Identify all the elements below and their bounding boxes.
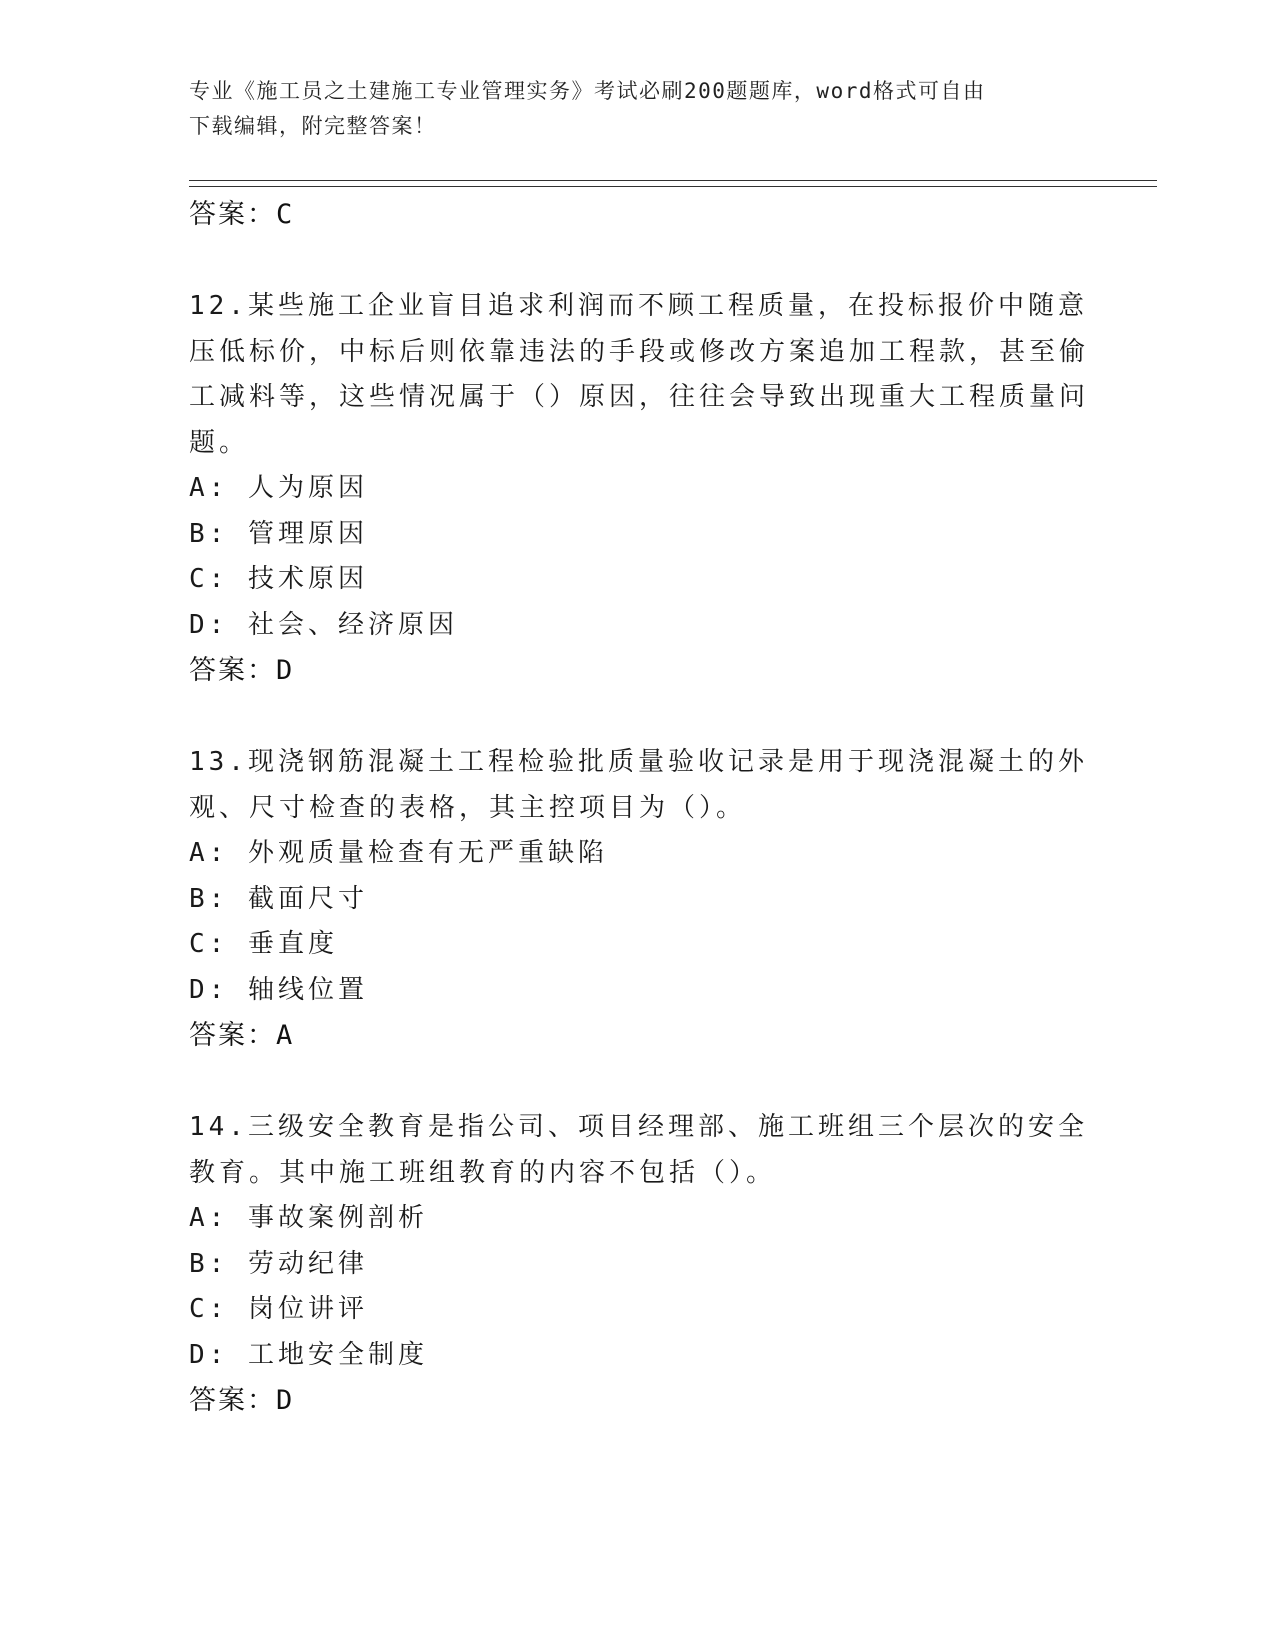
option-label: D: [189, 1339, 229, 1370]
answer-value: A [276, 1020, 295, 1051]
option-label: C: [189, 929, 229, 959]
option-d [189, 603, 1089, 649]
option-text: 劳动纪律 [247, 1248, 368, 1279]
option-a [189, 831, 1089, 877]
option-label: B: [189, 518, 229, 549]
answer [189, 648, 1089, 694]
answer-value: C [276, 199, 295, 230]
answer-prefix: 答案： [189, 199, 276, 230]
option-label: C: [189, 564, 229, 594]
header-divider-top [189, 180, 1157, 181]
question-14 [189, 1105, 1089, 1424]
answer-value: D [276, 1385, 295, 1416]
option-label: B: [189, 1248, 229, 1279]
option-c [189, 1287, 1089, 1333]
header-line-2: 下载编辑，附完整答案！ [189, 114, 437, 138]
option-label: A: [189, 473, 229, 503]
option-d [189, 968, 1089, 1014]
option-text: 管理原因 [247, 518, 368, 549]
answer-prefix: 答案： [189, 655, 276, 686]
option-text: 垂直度 [247, 929, 338, 959]
option-text: 轴线位置 [247, 974, 368, 1005]
question-12 [189, 284, 1089, 694]
option-text: 工地安全制度 [247, 1339, 428, 1370]
document-header [189, 74, 1079, 144]
option-text: 技术原因 [247, 564, 368, 594]
answer-prefix: 答案： [189, 1385, 276, 1416]
option-b [189, 877, 1089, 923]
option-a [189, 466, 1089, 512]
previous-answer [189, 192, 1089, 238]
question-list [189, 192, 1089, 1424]
option-a [189, 1196, 1089, 1242]
option-label: A: [189, 1203, 229, 1233]
option-label: D: [189, 609, 229, 640]
option-d [189, 1333, 1089, 1379]
option-text: 外观质量检查有无严重缺陷 [247, 838, 608, 868]
answer [189, 1013, 1089, 1059]
option-text: 人为原因 [247, 473, 368, 503]
question-stem: 13.现浇钢筋混凝土工程检验批质量验收记录是用于现浇混凝土的外观、尺寸检查的表格，其主控项目为（）。 [189, 747, 1088, 823]
header-divider-bottom [189, 186, 1157, 187]
answer-value: D [276, 655, 295, 686]
option-label: D: [189, 974, 229, 1005]
header-line-1: 专业《施工员之土建施工专业管理实务》考试必刷200题题库，word格式可自由 [189, 79, 986, 103]
question-13 [189, 740, 1089, 1059]
option-text: 事故案例剖析 [247, 1203, 428, 1233]
option-b [189, 1242, 1089, 1288]
option-b [189, 512, 1089, 558]
answer [189, 1378, 1089, 1424]
option-label: C: [189, 1294, 229, 1324]
option-label: A: [189, 838, 229, 868]
option-text: 社会、经济原因 [247, 609, 458, 640]
answer-prefix: 答案： [189, 1020, 276, 1051]
option-text: 截面尺寸 [247, 883, 368, 914]
option-text: 岗位讲评 [247, 1294, 368, 1324]
option-c [189, 557, 1089, 603]
question-stem: 12.某些施工企业盲目追求利润而不顾工程质量，在投标报价中随意压低标价，中标后则依靠违法的手段或修改方案追加工程款，甚至偷工减料等，这些情况属于（）原因，往往会导致出现重大工程质量问题。 [189, 291, 1090, 458]
option-label: B: [189, 883, 229, 914]
question-stem: 14.三级安全教育是指公司、项目经理部、施工班组三个层次的安全教育。其中施工班组教育的内容不包括（）。 [189, 1112, 1088, 1188]
option-c [189, 922, 1089, 968]
